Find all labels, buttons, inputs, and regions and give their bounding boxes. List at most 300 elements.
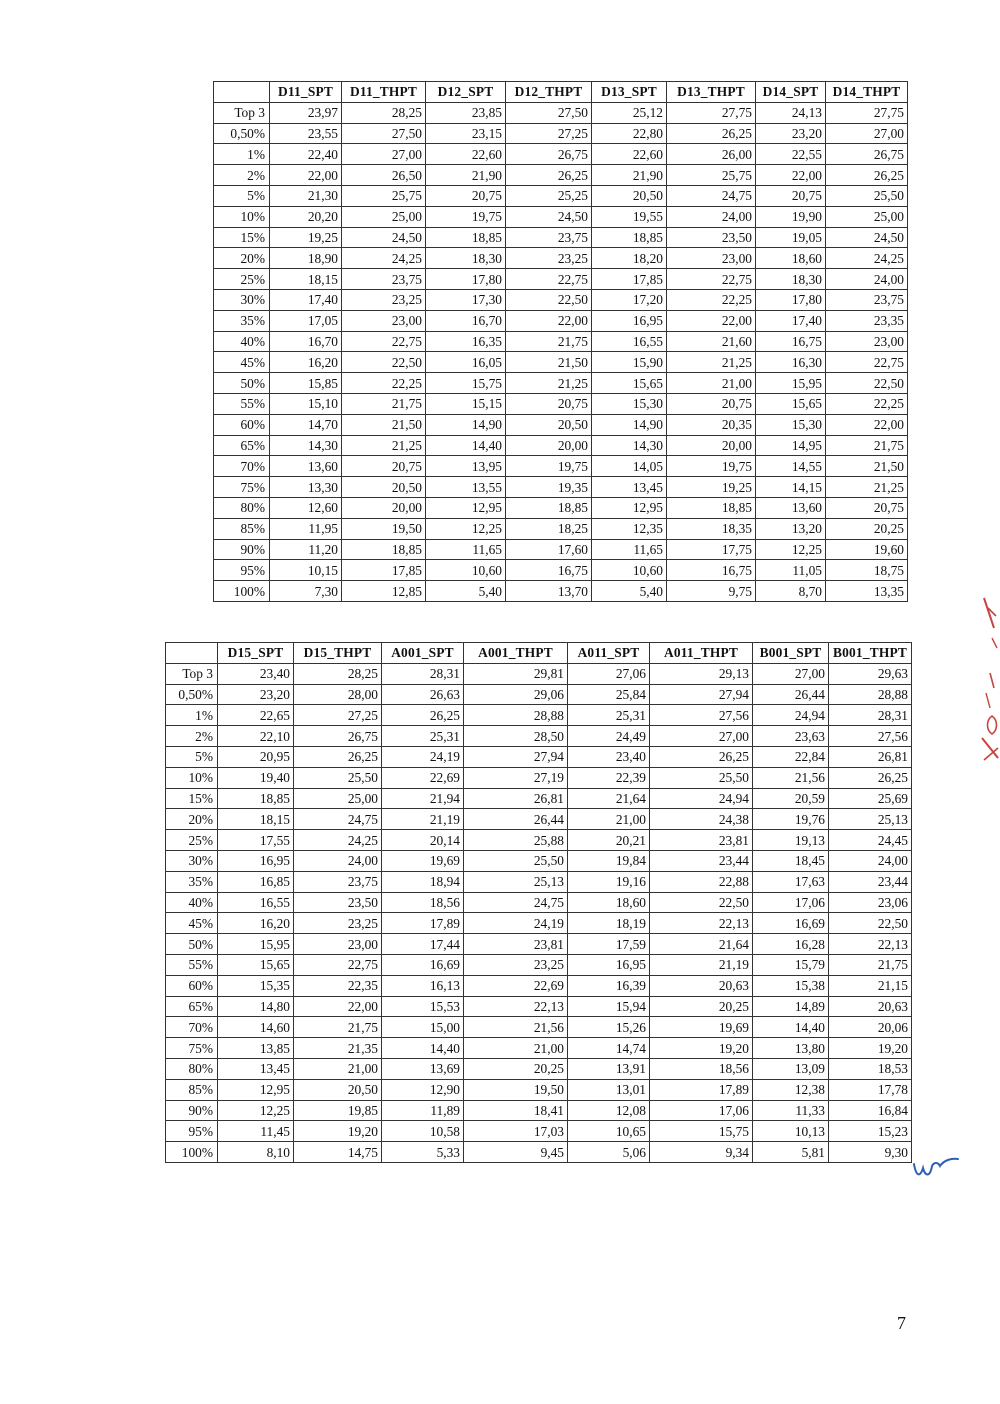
score-cell: 16,75 <box>756 331 826 352</box>
table-row <box>214 289 908 310</box>
corner-header-cell <box>166 643 218 664</box>
row-label: 20% <box>166 809 218 830</box>
score-cell: 20,25 <box>464 1058 568 1079</box>
score-cell: 25,31 <box>568 705 650 726</box>
score-cell: 20,95 <box>218 746 294 767</box>
table-row <box>166 871 912 892</box>
table-row <box>166 705 912 726</box>
table-row <box>166 767 912 788</box>
score-cell: 20,50 <box>506 414 592 435</box>
score-cell: 16,39 <box>568 975 650 996</box>
score-cell: 20,63 <box>829 996 912 1017</box>
score-cell: 27,75 <box>667 102 756 123</box>
score-cell: 21,50 <box>506 352 592 373</box>
score-cell: 25,50 <box>650 767 753 788</box>
score-cell: 21,00 <box>294 1058 382 1079</box>
score-cell: 22,00 <box>506 310 592 331</box>
score-cell: 15,75 <box>426 373 506 394</box>
score-cell: 20,63 <box>650 975 753 996</box>
score-cell: 24,00 <box>667 206 756 227</box>
score-cell: 16,70 <box>426 310 506 331</box>
score-cell: 25,50 <box>294 767 382 788</box>
score-cell: 17,44 <box>382 934 464 955</box>
row-label: 65% <box>166 996 218 1017</box>
score-cell: 28,25 <box>294 663 382 684</box>
score-cell: 10,58 <box>382 1121 464 1142</box>
score-cell: 5,33 <box>382 1142 464 1163</box>
row-label: 1% <box>166 705 218 726</box>
row-label: 100% <box>214 581 270 602</box>
score-cell: 26,44 <box>464 809 568 830</box>
score-cell: 21,00 <box>464 1038 568 1059</box>
score-cell: 14,89 <box>753 996 829 1017</box>
score-cell: 19,20 <box>650 1038 753 1059</box>
score-cell: 23,44 <box>829 871 912 892</box>
row-label: 95% <box>166 1121 218 1142</box>
column-header: A011_SPT <box>568 643 650 664</box>
score-cell: 15,90 <box>592 352 667 373</box>
score-cell: 22,00 <box>270 165 342 186</box>
corner-header-cell <box>214 82 270 103</box>
score-cell: 28,50 <box>464 726 568 747</box>
score-cell: 29,06 <box>464 684 568 705</box>
score-cell: 12,25 <box>756 539 826 560</box>
score-cell: 13,30 <box>270 477 342 498</box>
score-cell: 22,75 <box>342 331 426 352</box>
score-cell: 15,30 <box>592 393 667 414</box>
score-cell: 20,25 <box>826 518 908 539</box>
score-cell: 12,90 <box>382 1079 464 1100</box>
column-header: D11_SPT <box>270 82 342 103</box>
score-cell: 12,95 <box>592 497 667 518</box>
score-cell: 20,75 <box>426 185 506 206</box>
score-cell: 23,20 <box>756 123 826 144</box>
score-cell: 11,33 <box>753 1100 829 1121</box>
score-cell: 22,00 <box>756 165 826 186</box>
score-cell: 16,95 <box>218 850 294 871</box>
score-cell: 23,50 <box>294 892 382 913</box>
score-cell: 16,85 <box>218 871 294 892</box>
score-cell: 21,90 <box>426 165 506 186</box>
table-row <box>214 352 908 373</box>
score-cell: 23,25 <box>506 248 592 269</box>
score-cell: 15,53 <box>382 996 464 1017</box>
score-cell: 16,30 <box>756 352 826 373</box>
score-cell: 28,31 <box>382 663 464 684</box>
column-header: D12_THPT <box>506 82 592 103</box>
score-cell: 13,91 <box>568 1058 650 1079</box>
row-label: 30% <box>214 289 270 310</box>
score-cell: 18,90 <box>270 248 342 269</box>
score-cell: 18,25 <box>506 518 592 539</box>
score-cell: 14,80 <box>218 996 294 1017</box>
row-label: 5% <box>166 746 218 767</box>
column-header: A001_SPT <box>382 643 464 664</box>
score-cell: 19,84 <box>568 850 650 871</box>
table-row <box>166 663 912 684</box>
handwritten-red-marks <box>972 588 1000 778</box>
score-cell: 21,64 <box>650 934 753 955</box>
score-cell: 28,88 <box>464 705 568 726</box>
score-cell: 8,70 <box>756 581 826 602</box>
score-cell: 18,20 <box>592 248 667 269</box>
score-cell: 13,55 <box>426 477 506 498</box>
row-label: 55% <box>166 954 218 975</box>
score-cell: 15,10 <box>270 393 342 414</box>
score-cell: 17,80 <box>756 289 826 310</box>
score-cell: 20,06 <box>829 1017 912 1038</box>
column-header: B001_SPT <box>753 643 829 664</box>
score-cell: 19,75 <box>426 206 506 227</box>
score-cell: 14,30 <box>270 435 342 456</box>
score-cell: 17,60 <box>506 539 592 560</box>
score-cell: 24,50 <box>342 227 426 248</box>
score-cell: 13,45 <box>218 1058 294 1079</box>
score-cell: 19,85 <box>294 1100 382 1121</box>
score-cell: 20,50 <box>294 1079 382 1100</box>
score-cell: 18,85 <box>218 788 294 809</box>
score-cell: 20,00 <box>667 435 756 456</box>
score-cell: 25,50 <box>464 850 568 871</box>
table-row <box>214 331 908 352</box>
score-cell: 19,25 <box>270 227 342 248</box>
table-row <box>166 850 912 871</box>
score-cell: 23,25 <box>342 289 426 310</box>
score-cell: 11,95 <box>270 518 342 539</box>
score-cell: 15,65 <box>756 393 826 414</box>
score-cell: 27,06 <box>568 663 650 684</box>
score-cell: 25,88 <box>464 830 568 851</box>
score-cell: 12,95 <box>426 497 506 518</box>
score-cell: 26,75 <box>826 144 908 165</box>
table-row <box>214 497 908 518</box>
score-cell: 27,56 <box>650 705 753 726</box>
score-cell: 11,65 <box>592 539 667 560</box>
row-label: 25% <box>166 830 218 851</box>
score-cell: 17,63 <box>753 871 829 892</box>
score-cell: 20,75 <box>506 393 592 414</box>
table-row <box>214 248 908 269</box>
score-cell: 24,75 <box>667 185 756 206</box>
row-label: 90% <box>166 1100 218 1121</box>
row-label: 80% <box>166 1058 218 1079</box>
score-cell: 27,19 <box>464 767 568 788</box>
score-cell: 18,85 <box>506 497 592 518</box>
row-label: 35% <box>214 310 270 331</box>
score-cell: 17,85 <box>592 269 667 290</box>
score-cell: 18,45 <box>753 850 829 871</box>
table-row <box>214 165 908 186</box>
score-cell: 17,89 <box>382 913 464 934</box>
row-label: 80% <box>214 497 270 518</box>
table-row <box>166 975 912 996</box>
score-cell: 24,94 <box>650 788 753 809</box>
score-cell: 14,95 <box>756 435 826 456</box>
score-cell: 24,00 <box>294 850 382 871</box>
score-cell: 25,00 <box>294 788 382 809</box>
score-cell: 26,75 <box>294 726 382 747</box>
row-label: 2% <box>166 726 218 747</box>
score-cell: 19,60 <box>826 539 908 560</box>
score-cell: 21,60 <box>667 331 756 352</box>
score-cell: 11,65 <box>426 539 506 560</box>
score-cell: 19,05 <box>756 227 826 248</box>
score-cell: 13,09 <box>753 1058 829 1079</box>
score-cell: 13,01 <box>568 1079 650 1100</box>
score-cell: 21,00 <box>667 373 756 394</box>
score-cell: 16,20 <box>218 913 294 934</box>
score-cell: 18,94 <box>382 871 464 892</box>
score-cell: 18,35 <box>667 518 756 539</box>
score-cell: 27,75 <box>826 102 908 123</box>
row-label: 90% <box>214 539 270 560</box>
handwritten-initial-signature <box>910 1150 962 1184</box>
score-cell: 26,75 <box>506 144 592 165</box>
score-cell: 18,53 <box>829 1058 912 1079</box>
score-cell: 17,40 <box>270 289 342 310</box>
table-row <box>166 726 912 747</box>
score-cell: 22,25 <box>667 289 756 310</box>
score-cell: 27,25 <box>506 123 592 144</box>
row-label: 95% <box>214 560 270 581</box>
score-cell: 18,30 <box>756 269 826 290</box>
score-cell: 22,50 <box>506 289 592 310</box>
table-row <box>166 788 912 809</box>
score-cell: 23,55 <box>270 123 342 144</box>
score-cell: 13,80 <box>753 1038 829 1059</box>
score-cell: 19,20 <box>829 1038 912 1059</box>
score-cell: 13,95 <box>426 456 506 477</box>
score-table-1 <box>213 81 908 602</box>
column-header: D14_THPT <box>826 82 908 103</box>
score-cell: 24,25 <box>342 248 426 269</box>
score-cell: 19,75 <box>667 456 756 477</box>
score-cell: 23,00 <box>342 310 426 331</box>
table-row <box>214 393 908 414</box>
score-cell: 20,75 <box>826 497 908 518</box>
table-row <box>166 1058 912 1079</box>
score-cell: 24,25 <box>826 248 908 269</box>
score-cell: 26,00 <box>667 144 756 165</box>
row-label: 75% <box>166 1038 218 1059</box>
score-cell: 14,74 <box>568 1038 650 1059</box>
score-cell: 22,00 <box>294 996 382 1017</box>
score-cell: 22,75 <box>826 352 908 373</box>
score-cell: 15,85 <box>270 373 342 394</box>
score-cell: 15,15 <box>426 393 506 414</box>
table-row <box>214 227 908 248</box>
score-cell: 21,50 <box>342 414 426 435</box>
score-cell: 23,15 <box>426 123 506 144</box>
score-cell: 22,60 <box>426 144 506 165</box>
score-cell: 19,50 <box>342 518 426 539</box>
score-cell: 24,45 <box>829 830 912 851</box>
score-cell: 26,50 <box>342 165 426 186</box>
table-row <box>166 913 912 934</box>
score-cell: 18,15 <box>270 269 342 290</box>
score-cell: 12,35 <box>592 518 667 539</box>
score-cell: 27,56 <box>829 726 912 747</box>
table-row <box>166 1100 912 1121</box>
score-cell: 21,25 <box>342 435 426 456</box>
score-cell: 18,15 <box>218 809 294 830</box>
score-cell: 13,70 <box>506 581 592 602</box>
score-cell: 23,00 <box>294 934 382 955</box>
score-cell: 22,75 <box>506 269 592 290</box>
score-cell: 11,05 <box>756 560 826 581</box>
score-cell: 20,50 <box>342 477 426 498</box>
score-cell: 14,75 <box>294 1142 382 1163</box>
row-label: 85% <box>166 1079 218 1100</box>
score-cell: 19,40 <box>218 767 294 788</box>
score-cell: 22,50 <box>650 892 753 913</box>
table-row <box>166 1079 912 1100</box>
score-cell: 14,70 <box>270 414 342 435</box>
score-cell: 22,80 <box>592 123 667 144</box>
score-cell: 20,35 <box>667 414 756 435</box>
score-cell: 20,50 <box>592 185 667 206</box>
column-header: A001_THPT <box>464 643 568 664</box>
table-row <box>214 206 908 227</box>
table-row <box>166 1121 912 1142</box>
score-cell: 5,06 <box>568 1142 650 1163</box>
score-cell: 24,25 <box>294 830 382 851</box>
score-cell: 21,90 <box>592 165 667 186</box>
score-cell: 18,75 <box>826 560 908 581</box>
score-cell: 19,75 <box>506 456 592 477</box>
score-cell: 22,50 <box>342 352 426 373</box>
score-cell: 22,13 <box>829 934 912 955</box>
column-header: B001_THPT <box>829 643 912 664</box>
score-cell: 22,88 <box>650 871 753 892</box>
score-cell: 19,69 <box>382 850 464 871</box>
score-cell: 14,15 <box>756 477 826 498</box>
header-row <box>166 643 912 664</box>
score-cell: 23,35 <box>826 310 908 331</box>
row-label: 70% <box>214 456 270 477</box>
score-cell: 20,25 <box>650 996 753 1017</box>
score-cell: 23,00 <box>826 331 908 352</box>
score-cell: 22,50 <box>829 913 912 934</box>
score-cell: 15,95 <box>756 373 826 394</box>
score-cell: 15,65 <box>592 373 667 394</box>
score-cell: 21,75 <box>829 954 912 975</box>
score-cell: 12,85 <box>342 581 426 602</box>
row-label: 70% <box>166 1017 218 1038</box>
score-cell: 14,40 <box>753 1017 829 1038</box>
score-cell: 22,13 <box>650 913 753 934</box>
row-label: 15% <box>166 788 218 809</box>
score-cell: 21,25 <box>506 373 592 394</box>
column-header: D15_THPT <box>294 643 382 664</box>
row-label: 45% <box>214 352 270 373</box>
score-cell: 5,40 <box>592 581 667 602</box>
table-row <box>214 102 908 123</box>
score-cell: 22,40 <box>270 144 342 165</box>
score-cell: 28,31 <box>829 705 912 726</box>
score-cell: 20,59 <box>753 788 829 809</box>
score-cell: 16,55 <box>218 892 294 913</box>
score-cell: 20,21 <box>568 830 650 851</box>
column-header: D14_SPT <box>756 82 826 103</box>
score-cell: 9,75 <box>667 581 756 602</box>
score-cell: 25,50 <box>826 185 908 206</box>
score-cell: 25,75 <box>667 165 756 186</box>
score-cell: 19,20 <box>294 1121 382 1142</box>
score-cell: 21,00 <box>568 809 650 830</box>
row-label: 5% <box>214 185 270 206</box>
score-cell: 22,69 <box>382 767 464 788</box>
score-cell: 11,45 <box>218 1121 294 1142</box>
score-cell: 25,84 <box>568 684 650 705</box>
row-label: 60% <box>166 975 218 996</box>
table-row <box>166 809 912 830</box>
column-header: D13_SPT <box>592 82 667 103</box>
score-cell: 19,16 <box>568 871 650 892</box>
score-cell: 16,95 <box>568 954 650 975</box>
score-cell: 27,00 <box>753 663 829 684</box>
row-label: 40% <box>166 892 218 913</box>
table-row <box>214 560 908 581</box>
score-cell: 23,00 <box>667 248 756 269</box>
score-cell: 13,45 <box>592 477 667 498</box>
table-row <box>166 1142 912 1163</box>
score-cell: 24,38 <box>650 809 753 830</box>
score-cell: 23,85 <box>426 102 506 123</box>
score-cell: 18,56 <box>382 892 464 913</box>
score-cell: 29,63 <box>829 663 912 684</box>
table-row <box>214 414 908 435</box>
score-cell: 19,69 <box>650 1017 753 1038</box>
score-cell: 26,81 <box>464 788 568 809</box>
score-cell: 18,30 <box>426 248 506 269</box>
score-cell: 27,00 <box>826 123 908 144</box>
score-cell: 22,00 <box>826 414 908 435</box>
score-cell: 14,90 <box>426 414 506 435</box>
score-cell: 22,25 <box>826 393 908 414</box>
score-cell: 22,00 <box>667 310 756 331</box>
row-label: 100% <box>166 1142 218 1163</box>
score-cell: 16,35 <box>426 331 506 352</box>
score-cell: 24,75 <box>464 892 568 913</box>
score-cell: 23,40 <box>218 663 294 684</box>
table-row <box>166 954 912 975</box>
score-cell: 23,63 <box>753 726 829 747</box>
score-cell: 18,19 <box>568 913 650 934</box>
score-cell: 13,20 <box>756 518 826 539</box>
column-header: D12_SPT <box>426 82 506 103</box>
score-cell: 19,25 <box>667 477 756 498</box>
row-label: 0,50% <box>214 123 270 144</box>
score-cell: 22,84 <box>753 746 829 767</box>
score-cell: 26,25 <box>829 767 912 788</box>
score-cell: 15,30 <box>756 414 826 435</box>
column-header: A011_THPT <box>650 643 753 664</box>
score-cell: 21,15 <box>829 975 912 996</box>
score-cell: 13,35 <box>826 581 908 602</box>
score-cell: 15,65 <box>218 954 294 975</box>
score-cell: 17,20 <box>592 289 667 310</box>
score-cell: 22,55 <box>756 144 826 165</box>
score-cell: 17,40 <box>756 310 826 331</box>
table-row <box>214 269 908 290</box>
row-label: 2% <box>214 165 270 186</box>
score-cell: 27,00 <box>342 144 426 165</box>
table-row <box>214 310 908 331</box>
score-cell: 16,69 <box>382 954 464 975</box>
score-cell: 18,85 <box>342 539 426 560</box>
score-cell: 24,75 <box>294 809 382 830</box>
